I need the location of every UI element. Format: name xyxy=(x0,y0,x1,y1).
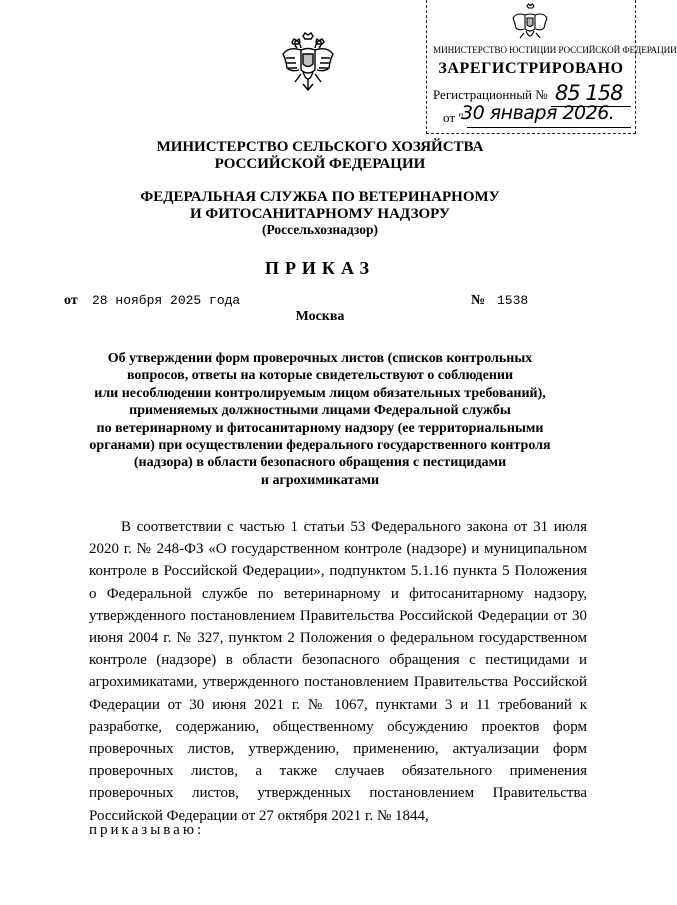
coat-of-arms-icon xyxy=(281,32,335,94)
order-date: 28 ноября 2025 года xyxy=(92,293,241,308)
stamp-registration-label: Регистрационный № xyxy=(433,87,548,102)
stamp-registered-label: ЗАРЕГИСТРИРОВАНО xyxy=(438,60,624,77)
order-title-line: или несоблюдении контролируемым лицом обязательных требований), xyxy=(94,385,546,401)
order-number: 1538 xyxy=(497,293,529,308)
order-title-line: Об утверждении форм проверочных листов (списков контрольных xyxy=(107,351,533,366)
order-title-line: органами) при осуществлении федерального государственного контроля xyxy=(89,438,551,454)
ministry-heading-line-1: МИНИСТЕРСТВО СЕЛЬСКОГО ХОЗЯЙСТВА xyxy=(156,139,484,155)
stamp-ministry-name: МИНИСТЕРСТВО ЮСТИЦИИ РОССИЙСКОЙ ФЕДЕРАЦИИ xyxy=(433,45,677,55)
ministry-heading-line-2: РОССИЙСКОЙ ФЕДЕРАЦИИ xyxy=(214,156,426,172)
order-title-line: и агрохимикатами xyxy=(260,472,380,488)
order-date-label: от xyxy=(64,293,78,308)
stamp-date-label: от " xyxy=(443,110,464,125)
order-title-line: (надзора) в области безопасного обращения с пестицидами xyxy=(133,455,507,471)
stamp-emblem-icon xyxy=(511,3,549,43)
order-title xyxy=(80,350,560,489)
service-heading-line-2: И ФИТОСАНИТАРНОМУ НАДЗОРУ xyxy=(190,206,450,222)
order-title-line: вопросов, ответы на которые свидетельствуют о соблюдении xyxy=(126,368,514,384)
stamp-date-value: 30 января 2026. xyxy=(461,102,615,124)
body-paragraph: В соответствии с частью 1 статьи 53 Федерального закона от 31 июля 2020 г. № 248-ФЗ «О государственном контроле (надзоре) и муниципальном контроле в Российской Федерации», подпунктом 5.1.16 пункта 5 Положения о Федеральной службе по ветеринарному и фитосанитарному надзору, утвержденного постановлением Правительства Российской Федерации от 30 июня 2004 г. № 327, пунктом 2 Положения о федеральном государственном контроле (надзоре) в области безопасного обращения с пестицидами и агрохимикатами, утвержденного постановлением Правительства Российской Федерации от 30 июня 2021 г. № 1067, пунктами 3 и 11 требований к разработке, содержанию, общественному обсуждению проектов форм проверочных листов, утверждению, применению, актуализации форм проверочных листов, а также случаев обязательного применения проверочных листов, утвержденных постановлением Правительства Российской Федерации от 27 октября 2021 г. № 1844, xyxy=(89,519,587,824)
document-type-title: ПРИКАЗ xyxy=(264,258,376,278)
service-heading-line-1: ФЕДЕРАЛЬНАЯ СЛУЖБА ПО ВЕТЕРИНАРНОМУ xyxy=(140,189,500,205)
service-heading xyxy=(0,189,640,223)
order-title-line: по ветеринарному и фитосанитарному надзору (ее территориальными xyxy=(96,420,544,436)
closing-directive: приказываю: xyxy=(89,822,205,838)
ministry-heading xyxy=(0,139,640,173)
service-short-name: (Россельхознадзор) xyxy=(261,222,379,237)
order-city: Москва xyxy=(295,309,345,324)
registration-stamp xyxy=(426,0,677,134)
stamp-date-underline xyxy=(467,127,631,128)
order-title-line: применяемых должностными лицами Федеральной службы xyxy=(129,403,511,419)
order-number-sign: № xyxy=(471,293,486,308)
stamp-registration-number: 85 158 xyxy=(555,81,623,105)
